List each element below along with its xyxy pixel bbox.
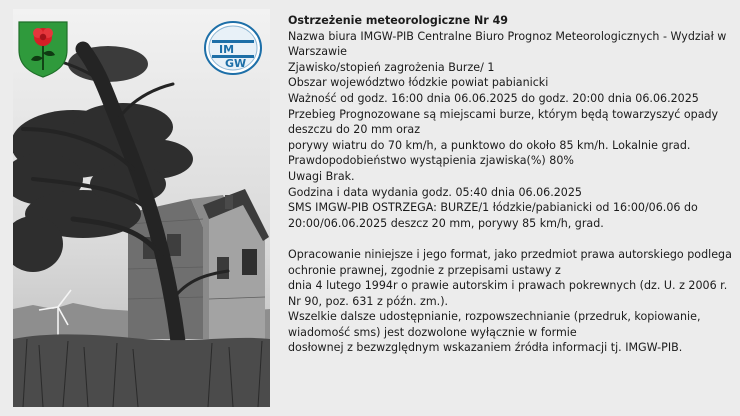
logo-text-bottom: GW xyxy=(225,57,247,70)
rose-coat-of-arms-icon xyxy=(17,20,69,78)
warning-area: Obszar województwo łódzkie powiat pabianicki xyxy=(288,76,549,90)
warning-sms: SMS IMGW-PIB OSTRZEGA: BURZE/1 łódzkie/pabianicki od 16:00/06.06 do 20:00/06.06.2025 deszcz 20 mm, porywy 85 km/h, grad. xyxy=(288,201,698,230)
warning-phenomenon: Zjawisko/stopień zagrożenia Burze/ 1 xyxy=(288,60,495,74)
warning-office: Nazwa biura IMGW-PIB Centralne Biuro Prognoz Meteorologicznych - Wydział w Warszawie xyxy=(288,29,727,59)
warning-remarks: Uwagi Brak. xyxy=(288,169,355,183)
copyright-line-3: Wszelkie dalsze udostępnianie, rozpowszechnianie (przedruk, kopiowanie, wiadomość sms) jest dozwolone wyłącznie w formie xyxy=(288,310,701,339)
copyright-line-4: dosłownej z bezwzględnym wskazaniem źródła informacji tj. IMGW-PIB. xyxy=(288,341,683,355)
logo-text-top: IM xyxy=(219,43,235,56)
warning-probability: Prawdopodobieństwo wystąpienia zjawiska(%) 80% xyxy=(288,154,574,168)
imgw-logo-icon xyxy=(203,20,263,76)
warning-course-cont: porywy wiatru do 70 km/h, a punktowo do około 85 km/h. Lokalnie grad. xyxy=(288,138,691,152)
warning-issued: Godzina i data wydania godz. 05:40 dnia 06.06.2025 xyxy=(288,185,582,199)
warning-course: Przebieg Prognozowane są miejscami burze, którym będą towarzyszyć opady deszczu do 20 mm oraz xyxy=(288,107,719,137)
warning-title: Ostrzeżenie meteorologiczne Nr 49 xyxy=(288,14,509,27)
copyright-line-2: dnia 4 lutego 1994r o prawie autorskim i prawach pokrewnych (dz. U. z 2006 r. Nr 90, poz. 631 z późn. zm.). xyxy=(288,279,728,308)
warning-text-column xyxy=(288,13,732,356)
warning-validity: Ważność od godz. 16:00 dnia 06.06.2025 do godz. 20:00 dnia 06.06.2025 xyxy=(288,91,699,105)
copyright-line-1: Opracowanie niniejsze i jego format, jako przedmiot prawa autorskiego podlega ochronie prawnej, zgodnie z przepisami ustawy z xyxy=(288,247,732,277)
